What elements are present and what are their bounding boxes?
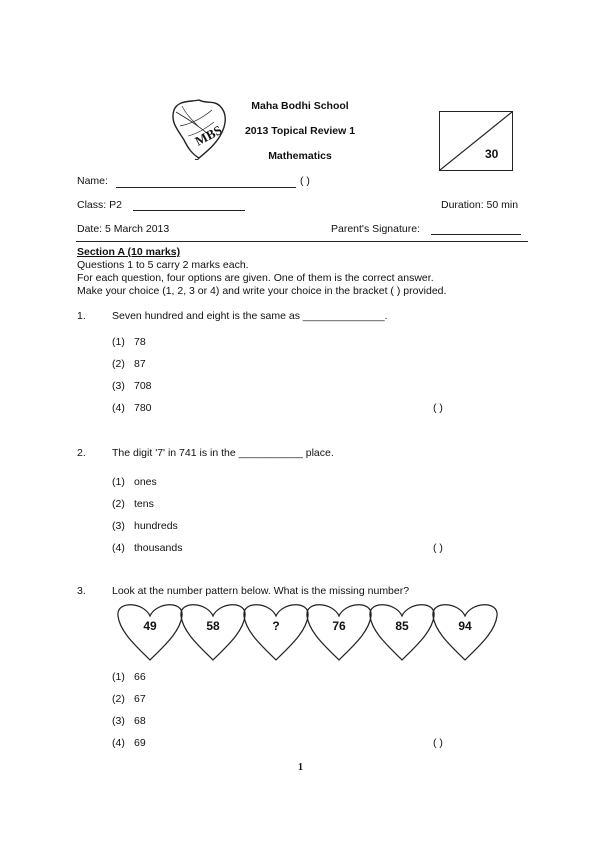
section-divider xyxy=(76,241,528,242)
leaf-logo-icon xyxy=(168,96,230,160)
date: Date: 5 March 2013 xyxy=(77,223,170,235)
svg-text:MBS: MBS xyxy=(192,122,225,149)
question-3-option-3: (3) 68 xyxy=(112,715,146,727)
instruction-line-2: For each question, four options are given. One of them is the correct answer. xyxy=(77,272,434,284)
instruction-line-1: Questions 1 to 5 carry 2 marks each. xyxy=(77,259,249,271)
heart-number: 58 xyxy=(206,619,220,633)
total-score: 30 xyxy=(485,147,499,161)
question-3-answer-bracket[interactable]: ( ) xyxy=(433,737,443,749)
heart-number: 49 xyxy=(143,619,157,633)
signature-label: Parent's Signature: xyxy=(331,223,420,235)
class-label: Class: P2 xyxy=(77,199,122,211)
heart-number-pattern xyxy=(112,598,504,664)
duration: Duration: 50 min xyxy=(441,199,519,211)
heart-number: ? xyxy=(272,619,280,633)
question-2-answer-bracket[interactable]: ( ) xyxy=(433,542,443,554)
page-number: 1 xyxy=(298,762,303,773)
question-2-option-2: (2) tens xyxy=(112,498,154,510)
question-3-option-4: (4) 69 xyxy=(112,737,146,749)
question-2-text: The digit '7' in 741 is in the ___________ place. xyxy=(112,447,334,459)
question-1-number: 1. xyxy=(77,310,86,322)
question-2-option-3: (3) hundreds xyxy=(112,520,178,532)
index-bracket[interactable]: ( ) xyxy=(300,175,310,187)
question-2-number: 2. xyxy=(77,447,86,459)
heart-number: 94 xyxy=(458,619,472,633)
school-name: Maha Bodhi School xyxy=(251,100,349,112)
class-field[interactable] xyxy=(133,210,245,211)
instruction-line-3: Make your choice (1, 2, 3 or 4) and write your choice in the bracket ( ) provided. xyxy=(77,285,447,297)
question-3-text: Look at the number pattern below. What is the missing number? xyxy=(112,585,410,597)
question-1-option-4: (4) 780 xyxy=(112,402,152,414)
question-1-text: Seven hundred and eight is the same as ______________. xyxy=(112,310,388,322)
question-1-option-2: (2) 87 xyxy=(112,358,146,370)
question-3-option-1: (1) 66 xyxy=(112,671,146,683)
subject-title: Mathematics xyxy=(268,150,332,162)
signature-field[interactable] xyxy=(431,234,521,235)
score-box xyxy=(439,111,513,171)
question-3-option-2: (2) 67 xyxy=(112,693,146,705)
school-logo xyxy=(168,96,230,160)
question-1-answer-bracket[interactable]: ( ) xyxy=(433,402,443,414)
question-1-option-3: (3) 708 xyxy=(112,380,152,392)
name-label: Name: xyxy=(77,175,108,187)
question-3-number: 3. xyxy=(77,585,86,597)
review-title: 2013 Topical Review 1 xyxy=(244,125,356,137)
section-title: Section A (10 marks) xyxy=(77,246,181,258)
question-2-option-4: (4) thousands xyxy=(112,542,183,554)
question-1-option-1: (1) 78 xyxy=(112,336,146,348)
heart-number: 76 xyxy=(332,619,346,633)
heart-number: 85 xyxy=(395,619,409,633)
name-field[interactable] xyxy=(116,187,296,188)
question-2-option-1: (1) ones xyxy=(112,476,157,488)
